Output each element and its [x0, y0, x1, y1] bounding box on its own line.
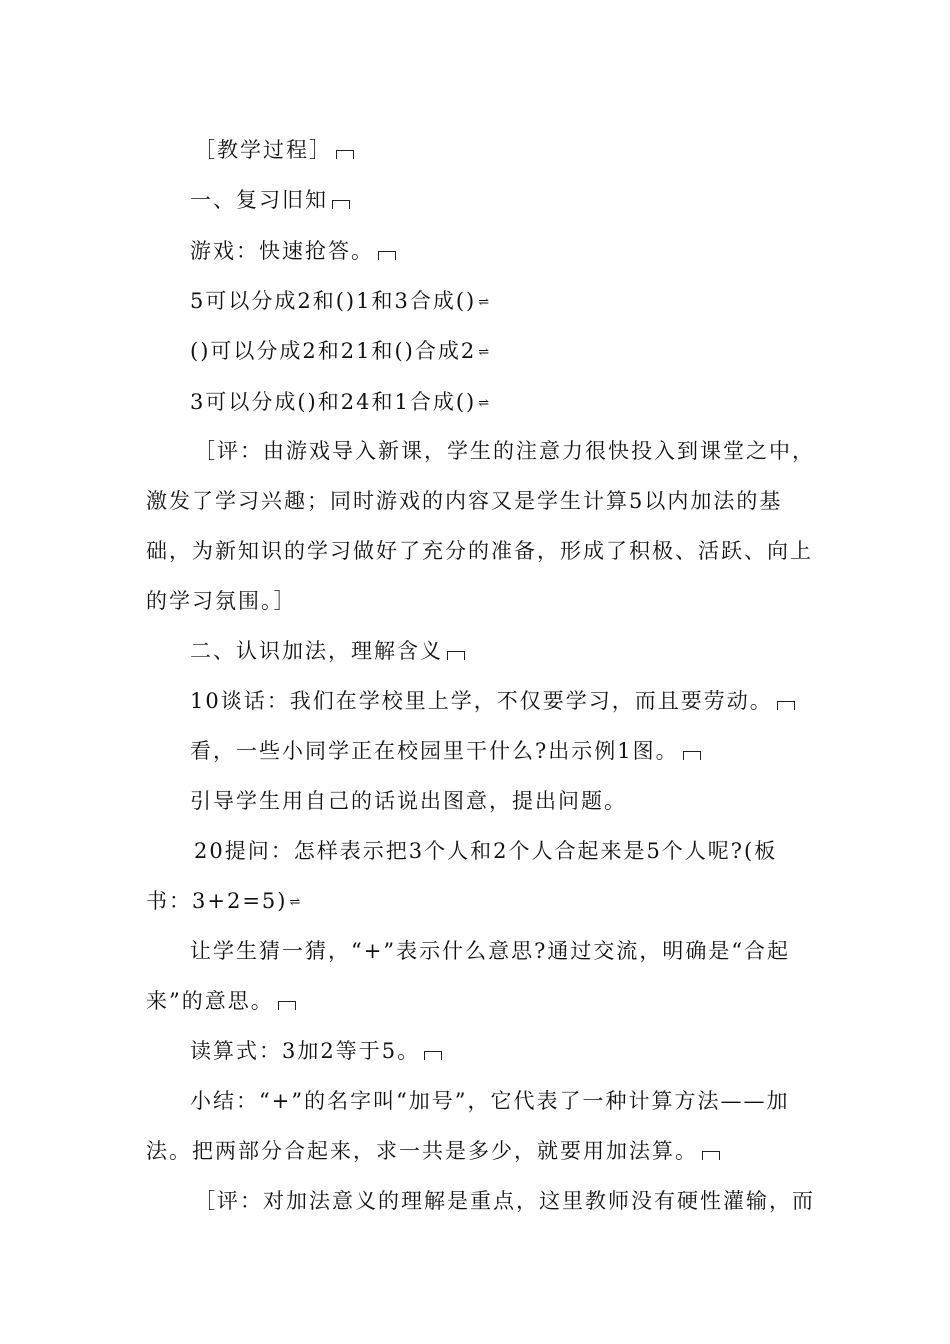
- text: 法。把两部分合起来，求一共是多少，就要用加法算。: [146, 1139, 698, 1163]
- paragraph-mark-icon: [683, 751, 701, 760]
- text: 10谈话：我们在学校里上学，不仅要学习，而且要劳动。: [190, 689, 773, 713]
- text: ［评：对加法意义的理解是重点，这里教师没有硬性灌输，而: [194, 1189, 815, 1213]
- text: 20提问：怎样表示把3个人和2个人合起来是5个人呢?(板: [194, 839, 778, 863]
- text: 游戏：快速抢答。: [190, 239, 374, 263]
- text: 书：3+2=5): [146, 889, 288, 913]
- comment-1-line-3: [146, 537, 950, 565]
- paragraph-mark-icon: [424, 1051, 442, 1060]
- heading-addition: [190, 637, 950, 665]
- paragraph-mark-icon: [332, 200, 350, 209]
- line-break-mark-icon: ⇌: [289, 895, 301, 910]
- comment-1-line-2: [146, 487, 950, 515]
- step-talk: [190, 687, 950, 715]
- text: 3可以分成()和24和1合成(): [190, 390, 477, 414]
- text: 让学生猜一猜，“+”表示什么意思?通过交流，明确是“合起: [190, 939, 791, 963]
- text: 础，为新知识的学习做好了充分的准备，形成了积极、活跃、向上: [146, 539, 813, 563]
- text: 看，一些小同学正在校园里干什么?出示例1图。: [190, 739, 679, 763]
- heading-review: [190, 186, 950, 214]
- summary-line-1: [190, 1087, 950, 1115]
- exercise-line-2: [190, 337, 950, 367]
- step-guess-line-1: [190, 937, 950, 965]
- paragraph-mark-icon: [702, 1151, 720, 1160]
- text: ［评：由游戏导入新课，学生的注意力很快投入到课堂之中，: [194, 439, 815, 463]
- section-header-process: [194, 136, 950, 164]
- paragraph-mark-icon: [278, 1001, 296, 1010]
- text: 激发了学习兴趣；同时游戏的内容又是学生计算5以内加法的基: [146, 489, 783, 513]
- text: ()可以分成2和21和()合成2: [190, 339, 477, 363]
- comment-2-line-1: [194, 1187, 950, 1215]
- text: 引导学生用自己的话说出图意，提出问题。: [190, 789, 627, 813]
- text: 小结：“+”的名字叫“加号”，它代表了一种计算方法——加: [190, 1089, 790, 1113]
- text: 读算式：3加2等于5。: [190, 1039, 421, 1063]
- text: 一、复习旧知: [190, 188, 328, 212]
- step-guide: [190, 787, 950, 815]
- paragraph-mark-icon: [336, 150, 354, 159]
- step-question-line-2: [146, 887, 950, 917]
- step-question-line-1: [194, 837, 950, 865]
- step-read: [190, 1037, 950, 1065]
- step-guess-line-2: [146, 987, 950, 1015]
- line-break-mark-icon: ⇌: [478, 396, 490, 411]
- text: 来”的意思。: [146, 989, 274, 1013]
- line-break-mark-icon: ⇌: [478, 345, 490, 360]
- comment-1-line-4: [146, 587, 950, 615]
- line-break-mark-icon: ⇌: [478, 295, 490, 310]
- game-title: [190, 237, 950, 265]
- comment-1-line-1: [194, 437, 950, 465]
- text: 5可以分成2和()1和3合成(): [190, 289, 477, 313]
- paragraph-mark-icon: [378, 251, 396, 260]
- text: 二、认识加法，理解含义: [190, 639, 443, 663]
- text: ［教学过程］: [194, 138, 332, 162]
- paragraph-mark-icon: [447, 651, 465, 660]
- exercise-line-3: [190, 388, 950, 418]
- exercise-line-1: [190, 287, 950, 317]
- paragraph-mark-icon: [777, 701, 795, 710]
- summary-line-2: [146, 1137, 950, 1165]
- text: 的学习氛围。］: [146, 589, 297, 613]
- step-look: [190, 737, 950, 765]
